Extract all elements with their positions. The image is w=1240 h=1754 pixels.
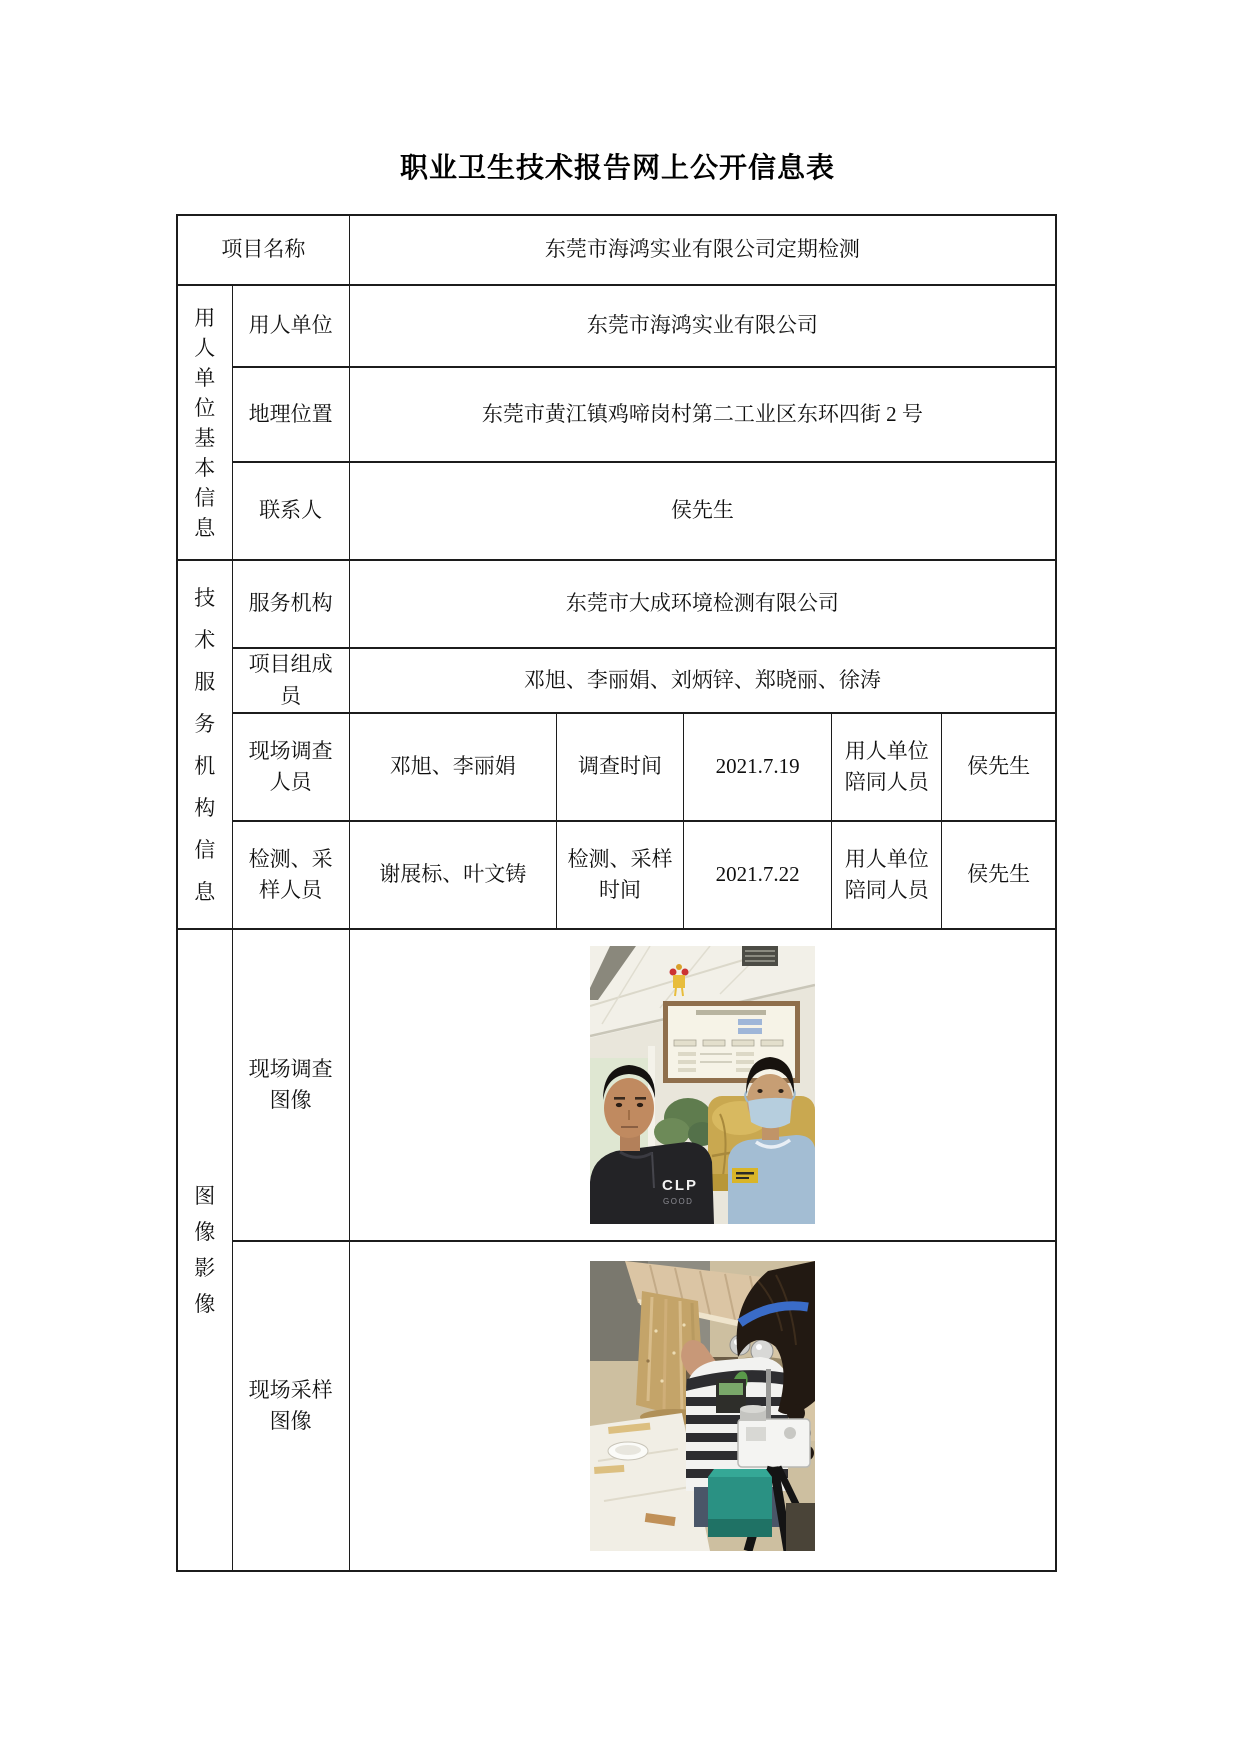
project-name-label: 项目名称	[177, 215, 349, 285]
location-label: 地理位置	[232, 367, 349, 462]
service-section-header	[177, 560, 232, 929]
employer-section-header-text: 用人单位基本信息	[194, 305, 216, 540]
site-sampling-photo-graphic	[590, 1261, 815, 1551]
table-row	[177, 648, 1056, 713]
info-table	[176, 214, 1057, 1572]
employer-label: 用人单位	[232, 285, 349, 367]
contact-label: 联系人	[232, 462, 349, 560]
sampling-time-value: 2021.7.22	[684, 821, 832, 929]
team-value: 邓旭、李丽娟、刘炳锌、郑晓丽、徐涛	[349, 648, 1056, 713]
sampling-photo-label: 现场采样图像	[232, 1241, 349, 1571]
contact-value: 侯先生	[349, 462, 1056, 560]
site-sampling-photo	[590, 1261, 815, 1551]
location-value: 东莞市黄江镇鸡啼岗村第二工业区东环四街 2 号	[349, 367, 1056, 462]
table-row	[177, 821, 1056, 929]
survey-photo-label: 现场调查图像	[232, 929, 349, 1241]
media-section-header	[177, 929, 232, 1571]
site-survey-photo-graphic	[590, 946, 815, 1224]
shirt-text-good: GOOD	[662, 1197, 694, 1206]
survey-escort-value: 侯先生	[942, 713, 1056, 821]
project-name-value: 东莞市海鸿实业有限公司定期检测	[349, 215, 1056, 285]
sampling-escort-value: 侯先生	[942, 821, 1056, 929]
ceiling-vent	[742, 946, 778, 966]
survey-escort-label: 用人单位陪同人员	[832, 713, 942, 821]
employer-value: 东莞市海鸿实业有限公司	[349, 285, 1056, 367]
survey-time-label: 调查时间	[556, 713, 683, 821]
table-row	[177, 285, 1056, 367]
sampling-photo-cell	[349, 1241, 1056, 1571]
survey-time-value: 2021.7.19	[684, 713, 832, 821]
site-survey-photo	[590, 946, 815, 1224]
page-title: 职业卫生技术报告网上公开信息表	[399, 153, 835, 184]
table-row	[177, 560, 1056, 648]
team-label: 项目组成员	[232, 648, 349, 713]
sampling-staff-value: 谢展标、叶文铸	[349, 821, 556, 929]
table-row	[177, 713, 1056, 821]
shirt-text-clp: CLP	[661, 1177, 698, 1194]
floor-equipment	[786, 1503, 815, 1551]
survey-photo-cell	[349, 929, 1056, 1241]
media-section-header-text: 图像影像	[194, 1184, 216, 1316]
sampling-escort-label: 用人单位陪同人员	[832, 821, 942, 929]
table-row	[177, 367, 1056, 462]
table-row	[177, 215, 1056, 285]
teal-box	[708, 1469, 772, 1537]
service-section-header-text: 技术服务机构信息	[194, 585, 216, 904]
table-row	[177, 1241, 1056, 1571]
agency-value: 东莞市大成环境检测有限公司	[349, 560, 1056, 648]
survey-staff-value: 邓旭、李丽娟	[349, 713, 556, 821]
agency-label: 服务机构	[232, 560, 349, 648]
employer-section-header	[177, 285, 232, 560]
table-row	[177, 462, 1056, 560]
survey-staff-label: 现场调查人员	[232, 713, 349, 821]
sampling-staff-label: 检测、采样人员	[232, 821, 349, 929]
sampling-time-label: 检测、采样时间	[556, 821, 683, 929]
table-row	[177, 929, 1056, 1241]
